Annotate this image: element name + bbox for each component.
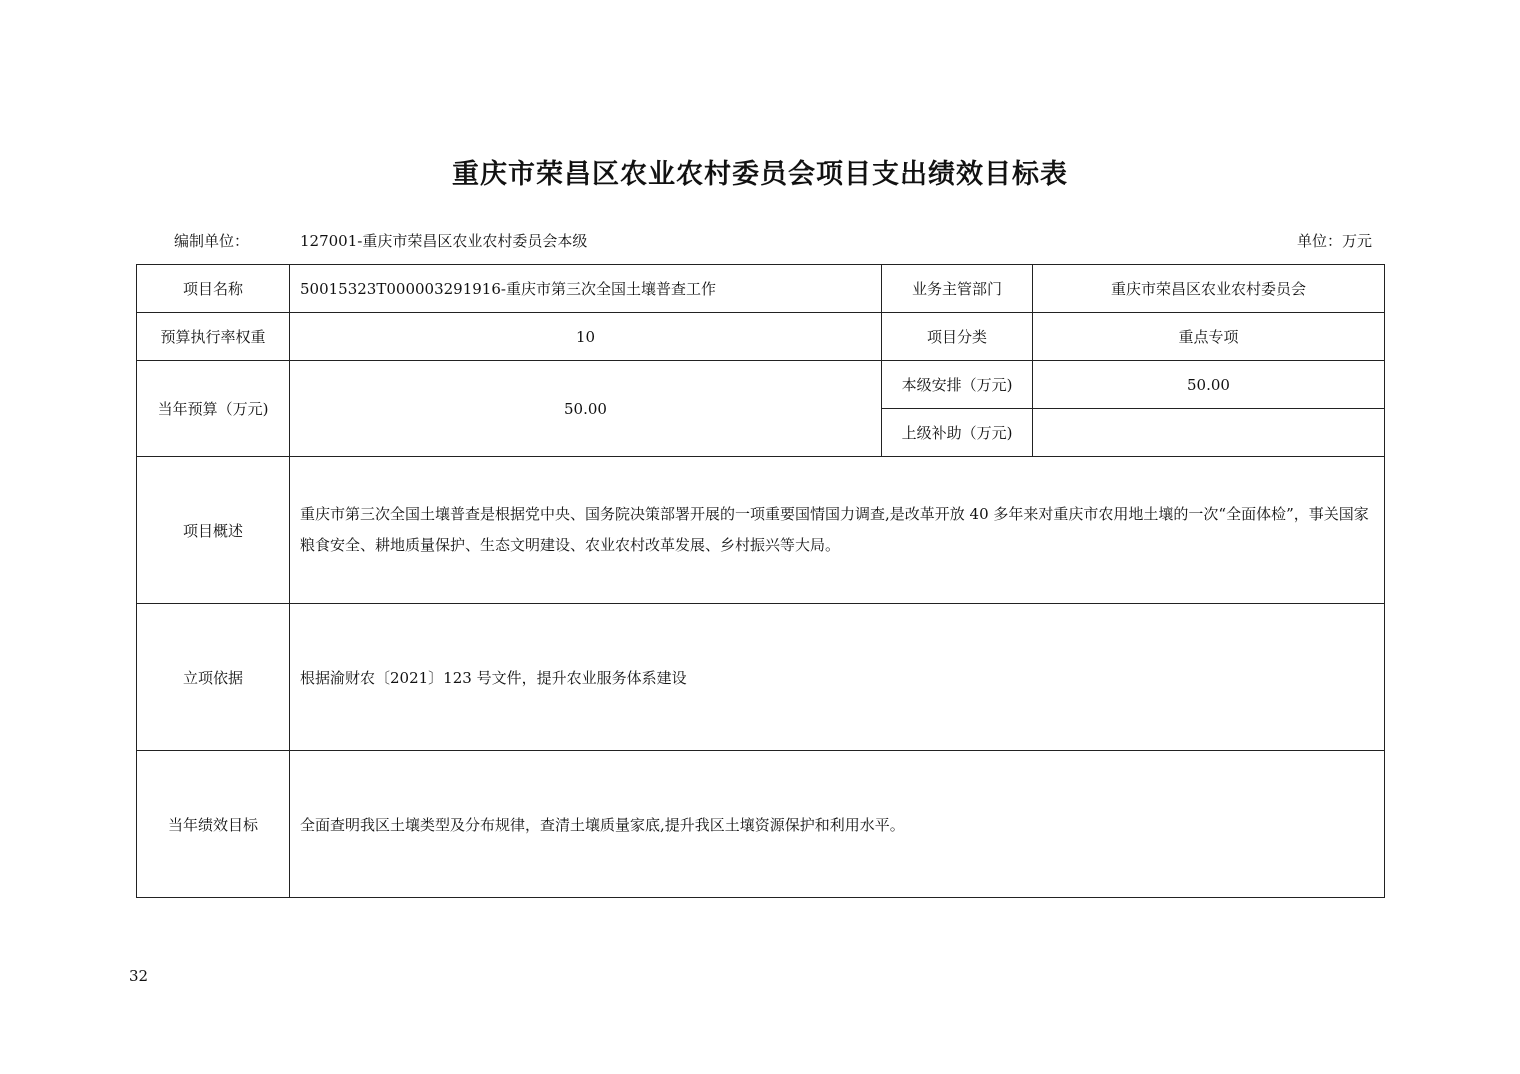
table-row bbox=[137, 604, 1385, 751]
currency-unit-label: 单位：万元 bbox=[1296, 232, 1372, 250]
table-row bbox=[137, 313, 1385, 361]
basis-label: 立项依据 bbox=[137, 604, 290, 751]
local-arrangement-label: 本级安排（万元) bbox=[882, 361, 1033, 409]
page-title: 重庆市荣昌区农业农村委员会项目支出绩效目标表 bbox=[452, 159, 1068, 190]
goal-label: 当年绩效目标 bbox=[137, 751, 290, 898]
table-row bbox=[137, 751, 1385, 898]
table-row bbox=[137, 361, 1385, 409]
budget-weight-value: 10 bbox=[290, 313, 882, 361]
budget-weight-label: 预算执行率权重 bbox=[137, 313, 290, 361]
goal-value: 全面查明我区土壤类型及分布规律，查清土壤质量家底,提升我区土壤资源保护和利用水平。 bbox=[290, 751, 1385, 898]
overview-value: 重庆市第三次全国土壤普查是根据党中央、国务院决策部署开展的一项重要国情国力调查,是改革开放 40 多年来对重庆市农用地土壤的一次“全面体检”，事关国家粮食安全、耕地质量保护、生态文明建设、农业农村改革发展、乡村振兴等大局。 bbox=[290, 457, 1385, 604]
performance-target-table bbox=[136, 264, 1385, 898]
basis-value: 根据渝财农〔2021〕123 号文件，提升农业服务体系建设 bbox=[290, 604, 1385, 751]
higher-subsidy-value bbox=[1033, 409, 1385, 457]
table-row bbox=[137, 457, 1385, 604]
compiling-unit-label: 编制单位： bbox=[174, 232, 250, 250]
annual-budget-label: 当年预算（万元) bbox=[137, 361, 290, 457]
local-arrangement-value: 50.00 bbox=[1033, 361, 1385, 409]
dept-value: 重庆市荣昌区农业农村委员会 bbox=[1033, 265, 1385, 313]
table-row bbox=[137, 265, 1385, 313]
higher-subsidy-label: 上级补助（万元) bbox=[882, 409, 1033, 457]
category-label: 项目分类 bbox=[882, 313, 1033, 361]
annual-budget-value: 50.00 bbox=[290, 361, 882, 457]
project-name-value: 50015323T000003291916-重庆市第三次全国土壤普查工作 bbox=[290, 265, 882, 313]
dept-label: 业务主管部门 bbox=[882, 265, 1033, 313]
project-name-label: 项目名称 bbox=[137, 265, 290, 313]
compiling-unit-value: 127001-重庆市荣昌区农业农村委员会本级 bbox=[300, 232, 588, 250]
category-value: 重点专项 bbox=[1033, 313, 1385, 361]
overview-label: 项目概述 bbox=[137, 457, 290, 604]
page-number: 32 bbox=[129, 967, 149, 985]
